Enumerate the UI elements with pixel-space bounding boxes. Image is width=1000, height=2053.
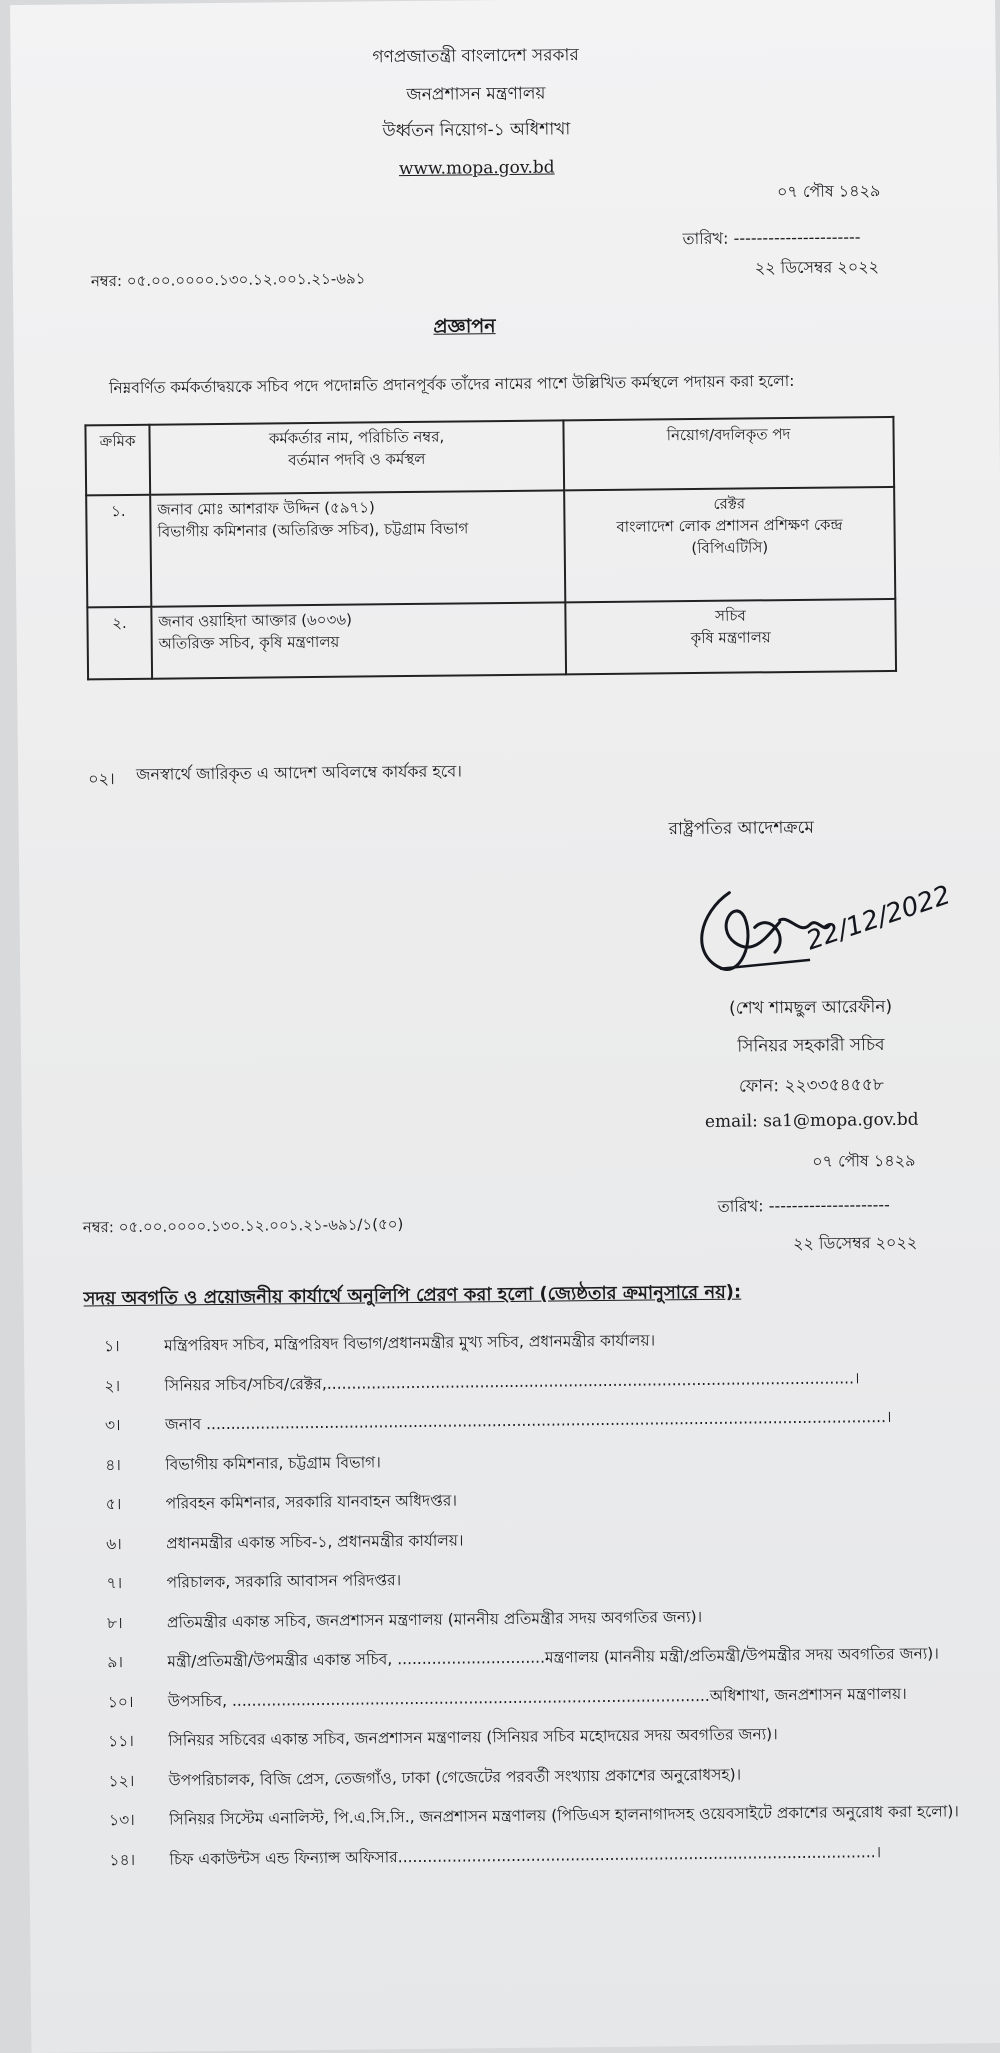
header-serial: ক্রমিক <box>85 425 150 496</box>
govt-name: গণপ্রজাতন্ত্রী বাংলাদেশ সরকার <box>372 45 579 68</box>
memo2-number: নম্বর: ০৫.০০.০০০০.১৩০.১২.০০১.২১-৬৯১/১(৫০) <box>82 1215 404 1237</box>
section-name: উর্ধ্বতন নিয়োগ-১ অধিশাখা <box>382 119 571 142</box>
list-item: ৩। জনাব ..........................................................................................................................................। <box>104 1408 892 1435</box>
posting-line3: (বিপিএটিসি) <box>691 537 769 557</box>
header-posting: নিয়োগ/বদলিকৃত পদ <box>563 417 894 490</box>
table-row <box>87 599 896 679</box>
order-line: রাষ্ট্রপতির আদেশক্রমে <box>668 817 814 840</box>
notice-title: প্রজ্ঞাপন <box>433 315 496 338</box>
clause-number: ০২। <box>88 769 115 789</box>
handwritten-date: 22/12/2022 <box>802 880 955 957</box>
intro-text: নিম্নবর্ণিত কর্মকর্তাদ্বয়কে সচিব পদে পদোন্নতি প্রদানপূর্বক তাঁদের নামের পাশে উল্লিখিত কর্মস্থলে পদায়ন করা হলো: <box>108 371 795 398</box>
list-item: ১২। উপপরিচালক, বিজি প্রেস, তেজগাঁও, ঢাকা (গেজেটের পরবর্তী সংখ্যায় প্রকাশের অনুরোধসহ)। <box>108 1765 742 1790</box>
signature-image <box>659 870 960 993</box>
row-serial: ২. <box>87 607 152 680</box>
posting-table <box>84 416 897 680</box>
list-item: ৭। পরিচালক, সরকারি আবাসন পরিদপ্তর। <box>106 1571 402 1593</box>
header-officer <box>149 420 564 494</box>
row-officer <box>151 602 566 678</box>
list-item: ১৪। চিফ একাউন্টস এন্ড ফিন্যান্স অফিসার.................................................................................................। <box>109 1842 882 1869</box>
memo-date-english: ২২ ডিসেম্বর ২০২২ <box>754 257 880 278</box>
row-officer <box>150 490 565 606</box>
distribution-list <box>94 1325 1000 1887</box>
memo2-date-english: ২২ ডিসেম্বর ২০২২ <box>792 1232 918 1254</box>
officer-current-post: অতিরিক্ত সচিব, কৃষি মন্ত্রণালয় <box>158 632 340 653</box>
table-row <box>86 487 895 607</box>
signer-designation: সিনিয়র সহকারী সচিব <box>737 1035 885 1057</box>
memo-date-label: তারিখ: ---------------------- <box>682 227 861 249</box>
list-item: ৮। প্রতিমন্ত্রীর একান্ত সচিব, জনপ্রশাসন মন্ত্রণালয় (মাননীয় প্রতিমন্ত্রীর সদয় অবগতির জন্য)। <box>106 1607 703 1632</box>
row-posting <box>564 487 895 602</box>
posting-line1: সচিব <box>715 606 746 625</box>
row-serial: ১. <box>86 495 151 608</box>
signer-name: (শেখ শামছুল আরেফীন) <box>728 996 893 1019</box>
list-item: ১৩। সিনিয়র সিস্টেম এনালিস্ট, পি.এ.সি.সি., জনপ্রশাসন মন্ত্রণালয় (পিডিএস হালনাগাদসহ ওয়েবসাইটে প্রকাশের অনুরোধ করা হলো)। <box>108 1802 959 1830</box>
website-link[interactable]: www.mopa.gov.bd <box>398 157 555 180</box>
memo-number: নম্বর: ০৫.০০.০০০০.১৩০.১২.০০১.২১-৬৯১ <box>90 269 366 291</box>
memo2-date-bangla: ০৭ পৌষ ১৪২৯ <box>812 1150 916 1171</box>
clause-text: জনস্বার্থে জারিকৃত এ আদেশ অবিলম্বে কার্যকর হবে। <box>135 761 463 784</box>
list-item: ১০। উপসচিব, .................................................................................................অধিশাখা, জনপ্রশাসন মন্ত্রণালয়। <box>107 1684 907 1711</box>
posting-line2: বাংলাদেশ লোক প্রশাসন প্রশিক্ষণ কেন্দ্র <box>616 515 843 536</box>
list-item: ৫। পরিবহন কমিশনার, সরকারি যানবাহন অধিদপ্তর। <box>105 1491 458 1514</box>
list-item: ১১। সিনিয়র সচিবের একান্ত সচিব, জনপ্রশাসন মন্ত্রণালয় (সিনিয়র সচিব মহোদয়ের সদয় অবগতির জন্য)। <box>108 1725 778 1751</box>
copy-heading: সদয় অবগতি ও প্রয়োজনীয় কার্যার্থে অনুলিপি প্রেরণ করা হলো (জ্যেষ্ঠতার ক্রমানুসারে নয়): <box>83 1281 742 1310</box>
memo2-date-label: তারিখ: --------------------- <box>717 1195 890 1216</box>
document-page <box>10 0 1000 2053</box>
header-officer-line1: কর্মকর্তার নাম, পরিচিতি নম্বর, <box>268 427 445 448</box>
list-item: ৪। বিভাগীয় কমিশনার, চট্টগ্রাম বিভাগ। <box>105 1452 381 1474</box>
signer-phone: ফোন: ২২৩৩৫৪৫৫৮ <box>738 1075 884 1097</box>
officer-name: জনাব মোঃ আশরাফ উদ্দিন (৫৯৭১) <box>157 498 375 519</box>
list-item: ২। সিনিয়র সচিব/সচিব/রেক্টর,...........................................................................................................। <box>104 1368 860 1395</box>
memo-date-bangla: ০৭ পৌষ ১৪২৯ <box>776 181 881 202</box>
ministry-name: জনপ্রশাসন মন্ত্রণালয় <box>406 83 546 106</box>
list-item: ৯। মন্ত্রী/প্রতিমন্ত্রী/উপমন্ত্রীর একান্ত সচিব, ..............................মন্ত্রণালয় (মাননীয় মন্ত্রী/প্রতিমন্ত্রী/উপমন্ত্রীর সদয় অবগতির জন্য)। <box>107 1644 939 1672</box>
officer-name: জনাব ওয়াহিদা আক্তার (৬০৩৬) <box>158 610 352 631</box>
list-item: ৬। প্রধানমন্ত্রীর একান্ত সচিব-১, প্রধানমন্ত্রীর কার্যালয়। <box>106 1530 464 1553</box>
table-header-row <box>85 417 894 495</box>
header-officer-line2: বর্তমান পদবি ও কর্মস্থল <box>288 449 426 470</box>
posting-line2: কৃষি মন্ত্রণালয় <box>690 627 771 647</box>
list-item: ১। মন্ত্রিপরিষদ সচিব, মন্ত্রিপরিষদ বিভাগ/প্রধানমন্ত্রীর মুখ্য সচিব, প্রধানমন্ত্রীর কার্যালয়। <box>103 1331 656 1356</box>
row-posting <box>565 599 896 674</box>
signer-email[interactable]: email: sa1@mopa.gov.bd <box>704 1109 919 1132</box>
signature-scribble <box>659 870 960 993</box>
officer-current-post: বিভাগীয় কমিশনার (অতিরিক্ত সচিব), চট্টগ্রাম বিভাগ <box>157 519 469 541</box>
posting-line1: রেক্টর <box>713 494 746 513</box>
